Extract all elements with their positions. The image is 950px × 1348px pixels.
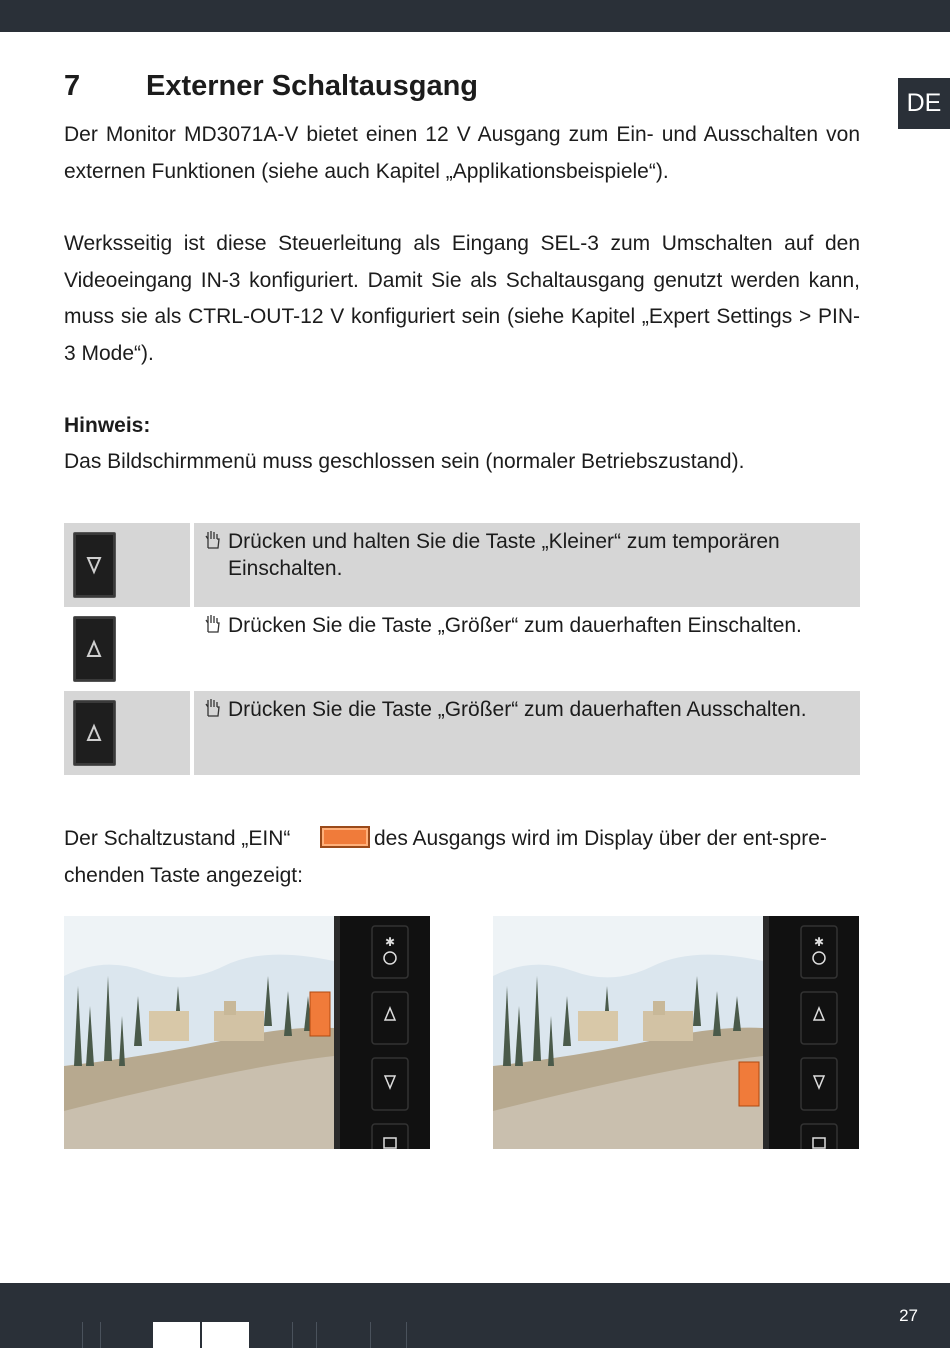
key-cell <box>64 691 190 775</box>
instruction-text: Drücken und halten Sie die Taste „Kleiner“ zum temporären Einschalten. <box>228 530 780 580</box>
note-title: Hinweis: <box>64 414 151 437</box>
hand-pointer-icon <box>204 530 222 557</box>
language-tab: DE <box>898 78 950 129</box>
instruction-text: Drücken Sie die Taste „Größer“ zum dauerhaften Ausschalten. <box>228 698 807 721</box>
instruction-row <box>64 523 860 607</box>
bottom-decoration <box>0 1322 420 1348</box>
note-text: Das Bildschirmmenü muss geschlossen sein (normaler Betriebszustand). <box>64 450 745 473</box>
key-cell <box>64 607 190 691</box>
page-number: 27 <box>899 1306 918 1325</box>
svg-text:✱: ✱ <box>813 935 825 949</box>
display-example-image-1 <box>64 916 430 1149</box>
hand-pointer-icon <box>204 614 222 641</box>
section-number: 7 <box>64 70 81 102</box>
state-text-before: Der Schaltzustand „EIN“ <box>64 827 291 850</box>
text-cell <box>194 607 860 691</box>
display-example-image-2 <box>493 916 859 1149</box>
state-text-after: des Ausgangs wird im Display über der ent-spre- <box>374 827 827 850</box>
hand-pointer-icon <box>204 698 222 725</box>
arrow-up-key-icon <box>73 700 116 766</box>
state-text-line2: chenden Taste angezeigt: <box>64 864 303 887</box>
top-bar <box>0 0 950 32</box>
svg-text:✱: ✱ <box>384 935 396 949</box>
section-heading <box>64 70 478 103</box>
text-cell <box>194 523 860 607</box>
instruction-row <box>64 691 860 775</box>
instruction-text: Drücken Sie die Taste „Größer“ zum dauerhaften Einschalten. <box>228 614 802 637</box>
instruction-row <box>64 607 860 691</box>
text-cell <box>194 691 860 775</box>
config-paragraph: Werksseitig ist diese Steuerleitung als Eingang SEL-3 zum Umschalten auf den Videoeingang IN-3 konfiguriert. Damit Sie als Schaltausgang genutzt werden kann, muss sie als CTRL-OUT-12 V konfiguriert sein (siehe Kapitel „Expert Settings > PIN-3 Mode“). <box>64 232 860 365</box>
arrow-down-key-icon <box>73 532 116 598</box>
key-cell <box>64 523 190 607</box>
on-state-indicator-icon <box>320 826 370 848</box>
intro-paragraph: Der Monitor MD3071A-V bietet einen 12 V Ausgang zum Ein- und Ausschalten von externen Funktionen (siehe auch Kapitel „Applikationsbeispiele“). <box>64 123 860 183</box>
section-title: Externer Schaltausgang <box>146 70 478 102</box>
arrow-up-key-icon <box>73 616 116 682</box>
